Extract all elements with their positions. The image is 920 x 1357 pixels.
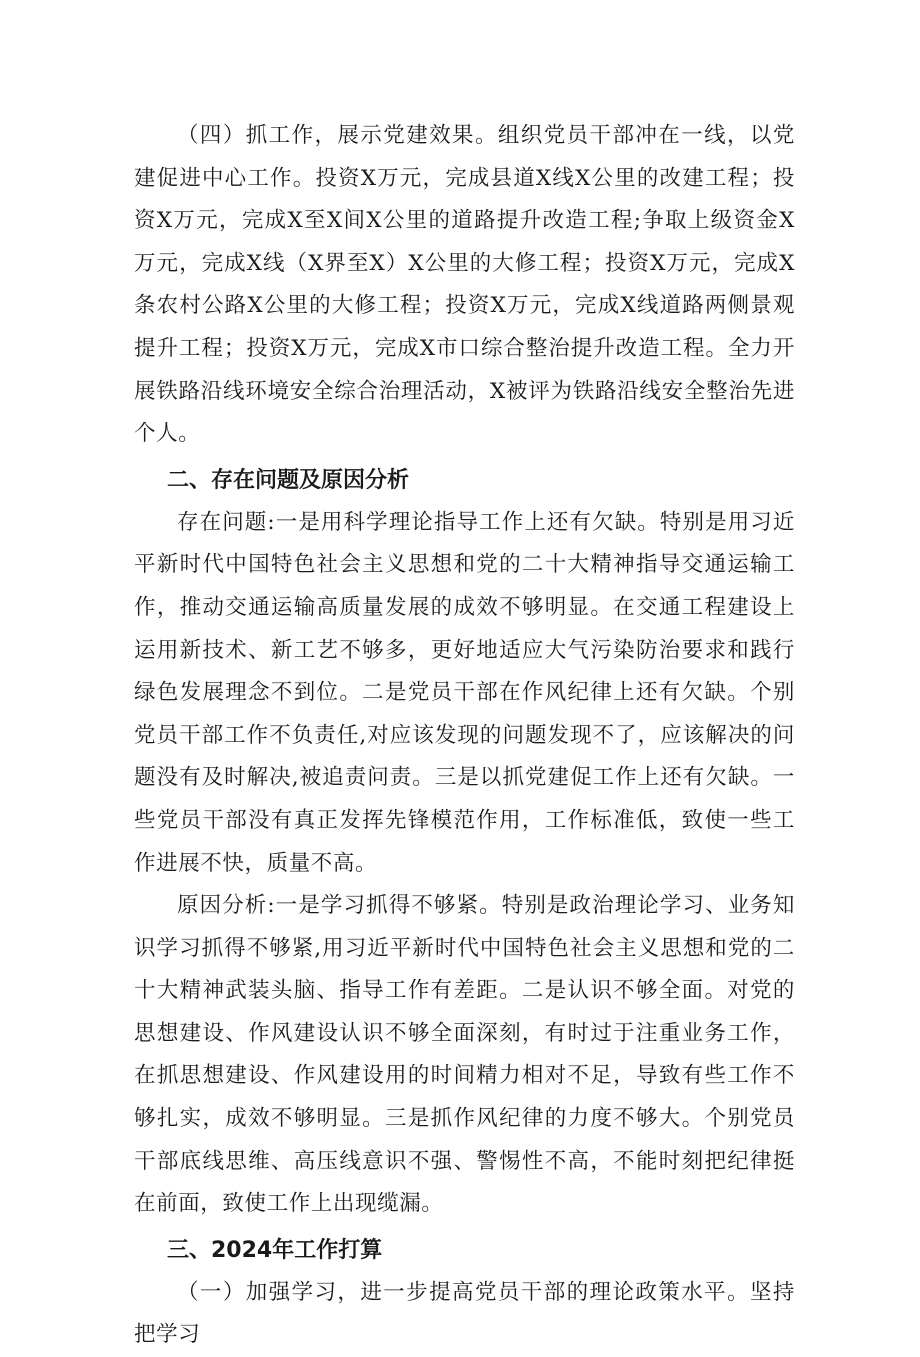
paragraph-work-results: （四）抓工作，展示党建效果。组织党员干部冲在一线，以党建促进中心工作。投资X万元，完成县道X线X公里的改建工程；投资X万元，完成X至X间X公里的道路提升改造工程;争取上级资金X万元，完成X线（X界至X）X公里的大修工程；投资X万元，完成X条农村公路X公里的大修工程；投资X万元，完成X线道路两侧景观提升工程；投资X万元，完成X市口综合整治提升改造工程。全力开展铁路沿线环境安全综合治理活动，X被评为铁路沿线安全整治先进个人。 (134, 123, 795, 447)
section-heading-work-plan: 三、2024年工作打算 (167, 1237, 383, 1263)
paragraph-existing-problems: 存在问题:一是用科学理论指导工作上还有欠缺。特别是用习近平新时代中国特色社会主义思想和党的二十大精神指导交通运输工作，推动交通运输高质量发展的成效不够明显。在交通工程建设上运用新技术、新工艺不够多，更好地适应大气污染防治要求和践行绿色发展理念不到位。二是党员干部在作风纪律上还有欠缺。个别党员干部工作不负责任,对应该发现的问题发现不了，应该解决的问题没有及时解决,被追责问责。三是以抓党建促工作上还有欠缺。一些党员干部没有真正发挥先锋模范作用，工作标准低，致使一些工作进展不快，质量不高。 (134, 509, 795, 876)
paragraph-strengthen-study: （一）加强学习，进一步提高党员干部的理论政策水平。坚持把学习 (134, 1279, 795, 1348)
section-heading-problems: 二、存在问题及原因分析 (167, 467, 410, 493)
paragraph-cause-analysis: 原因分析:一是学习抓得不够紧。特别是政治理论学习、业务知识学习抓得不够紧,用习近平新时代中国特色社会主义思想和党的二十大精神武装头脑、指导工作有差距。二是认识不够全面。对党的思想建设、作风建设认识不够全面深刻，有时过于注重业务工作，在抓思想建设、作风建设用的时间精力相对不足，导致有些工作不够扎实，成效不够明显。三是抓作风纪律的力度不够大。个别党员干部底线思维、高压线意识不强、警惕性不高，不能时刻把纪律挺在前面，致使工作上出现缆漏。 (134, 893, 795, 1217)
